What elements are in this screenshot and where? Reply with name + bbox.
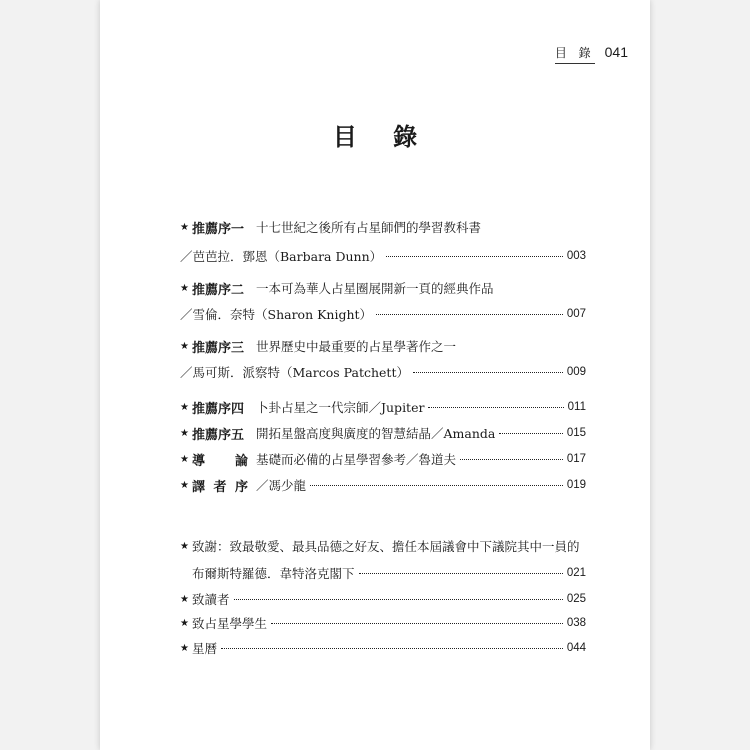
toc-title: 目 錄 [332, 123, 432, 151]
dot-leader [428, 407, 563, 408]
entry-text: 開拓星盤高度與廣度的智慧結晶／Amanda [256, 426, 496, 441]
entry-label: 導 論 [192, 453, 248, 469]
entry-label: 推薦序三 [192, 340, 245, 356]
entry-subtitle: 世界歷史中最重要的占星學著作之一 [256, 339, 457, 354]
entry-text: 致謝：致最敬愛、最具品德之好友、擔任本屆議會中下議院其中一員的 [192, 539, 580, 554]
running-head [555, 44, 628, 64]
dot-leader [386, 256, 563, 257]
star-icon: ★ [180, 221, 189, 233]
star-icon: ★ [180, 479, 189, 491]
dot-leader [234, 599, 563, 600]
star-icon: ★ [180, 427, 189, 439]
star-icon: ★ [180, 642, 189, 654]
dot-leader [310, 485, 563, 486]
entry-text: 星曆 [192, 641, 218, 656]
star-icon: ★ [180, 401, 189, 413]
entry-page-number: 011 [567, 401, 586, 413]
star-icon: ★ [180, 340, 189, 352]
entry-text: 基礎而必備的占星學習參考／魯道夫 [256, 452, 457, 467]
entry-text: ／馮少龍 [256, 478, 307, 493]
toc-entry-preface-1[interactable] [180, 216, 586, 238]
entry-label: 推薦序四 [192, 401, 245, 417]
running-head-title: 目 錄 [555, 44, 595, 64]
entry-text: 致讀者 [192, 592, 230, 607]
toc-entry-preface-2[interactable] [180, 277, 586, 299]
entry-page-number: 019 [566, 479, 586, 491]
star-icon: ★ [180, 540, 189, 552]
entry-label: 推薦序二 [192, 282, 245, 298]
toc-entry-ephemeris[interactable] [180, 637, 586, 659]
dot-leader [413, 372, 563, 373]
toc-entry-to-readers[interactable] [180, 588, 586, 610]
toc-entry-preface-5[interactable] [180, 422, 586, 444]
entry-text: 卜卦占星之一代宗師／Jupiter [256, 400, 425, 415]
star-icon: ★ [180, 593, 189, 605]
entry-subtitle: 十七世紀之後所有占星師們的學習教科書 [256, 220, 482, 235]
entry-page-number: 044 [566, 642, 586, 654]
dot-leader [221, 648, 563, 649]
toc-entry-preface-1-author[interactable] [180, 245, 586, 267]
dot-leader [460, 459, 563, 460]
star-icon: ★ [180, 282, 189, 294]
entry-page-number: 003 [566, 250, 586, 262]
entry-page-number: 009 [566, 366, 586, 378]
toc-entry-introduction[interactable] [180, 448, 586, 470]
toc-entry-preface-2-author[interactable] [180, 303, 586, 325]
toc-entry-preface-4[interactable] [180, 396, 586, 418]
toc-entry-acknowledgement[interactable] [180, 535, 586, 557]
dot-leader [359, 573, 563, 574]
toc-entry-preface-3-author[interactable] [180, 361, 586, 383]
book-page [100, 0, 650, 750]
entry-page-number: 038 [566, 617, 586, 629]
toc-entry-translator-preface[interactable] [180, 474, 586, 496]
dot-leader [499, 433, 562, 434]
entry-page-number: 017 [566, 453, 586, 465]
dot-leader [376, 314, 563, 315]
entry-text: 致占星學學生 [192, 616, 268, 631]
star-icon: ★ [180, 453, 189, 465]
entry-page-number: 021 [566, 567, 586, 579]
toc-entry-preface-3[interactable] [180, 335, 586, 357]
entry-text-continued: 布爾斯特羅德．韋特洛克閣下 [192, 566, 355, 581]
page-number: 041 [604, 44, 628, 60]
toc-entry-acknowledgement-cont[interactable] [192, 562, 586, 584]
entry-label: 推薦序一 [192, 221, 245, 237]
entry-label: 推薦序五 [192, 427, 245, 443]
entry-author: ／芭芭拉．鄧恩（Barbara Dunn） [180, 249, 383, 264]
toc-entry-to-students[interactable] [180, 612, 586, 634]
star-icon: ★ [180, 617, 189, 629]
entry-page-number: 015 [566, 427, 586, 439]
dot-leader [271, 623, 563, 624]
entry-author: ／馬可斯．派察特（Marcos Patchett） [180, 365, 409, 380]
entry-page-number: 025 [566, 593, 586, 605]
entry-author: ／雪倫．奈特（Sharon Knight） [180, 307, 373, 322]
entry-label: 譯 者 序 [192, 479, 248, 495]
entry-page-number: 007 [566, 308, 586, 320]
entry-subtitle: 一本可為華人占星圈展開新一頁的經典作品 [256, 281, 494, 296]
